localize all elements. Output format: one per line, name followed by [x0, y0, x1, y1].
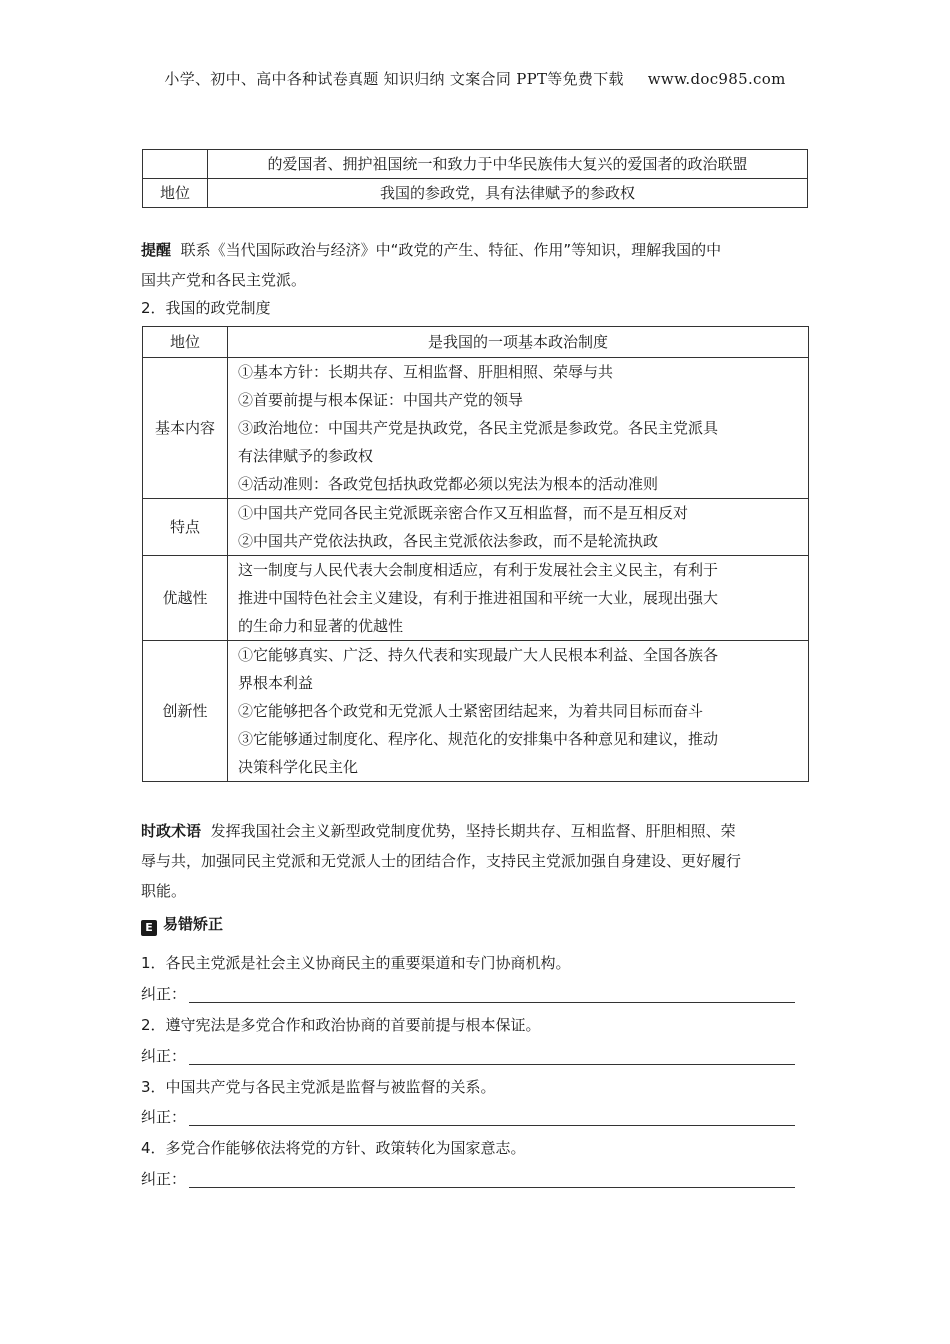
innovation-content — [228, 641, 809, 782]
correction-answer-line[interactable] — [141, 1168, 795, 1190]
error-correction-icon: E — [141, 920, 157, 936]
basic-label: 基本内容 — [143, 358, 228, 499]
innovation-line: ③它能够通过制度化、程序化、规范化的安排集中各种意见和建议，推动 — [238, 730, 719, 748]
features-content — [228, 499, 809, 556]
fix-label: 纠正： — [141, 985, 187, 1003]
features-line: ①中国共产党同各民主党派既亲密合作又互相监督，而不是互相反对 — [238, 504, 689, 522]
correction-item: 4．多党合作能够依法将党的方针、政策转化为国家意志。 — [141, 1139, 526, 1157]
top-table-content-1: 的爱国者、拥护祖国统一和致力于中华民族伟大复兴的爱国者的政治联盟 — [208, 150, 808, 179]
advantage-line: 这一制度与人民代表大会制度相适应，有利于发展社会主义民主，有利于 — [238, 561, 719, 579]
correction-answer-line[interactable] — [141, 983, 795, 1005]
top-table-label-1 — [143, 150, 208, 179]
top-table-label-2: 地位 — [143, 179, 208, 208]
top-table — [142, 149, 808, 208]
correction-title-text: 易错矫正 — [163, 915, 224, 933]
features-line: ②中国共产党依法执政，各民主党派依法参政，而不是轮流执政 — [238, 532, 659, 550]
fix-label: 纠正： — [141, 1170, 187, 1188]
basic-line: ③政治地位：中国共产党是执政党，各民主党派是参政党。各民主党派具 — [238, 419, 719, 437]
political-term-line-1: 发挥我国社会主义新型政党制度优势，坚持长期共存、互相监督、肝胆相照、荣 — [210, 822, 736, 840]
basic-line: ①基本方针：长期共存、互相监督、肝胆相照、荣辱与共 — [238, 363, 614, 381]
section-2-title: 2．我国的政党制度 — [141, 299, 271, 317]
political-term-line-3: 职能。 — [141, 882, 187, 900]
political-term-label: 时政术语 — [141, 822, 202, 840]
tip-paragraph — [141, 235, 811, 295]
basic-content — [228, 358, 809, 499]
header-url: www.doc985.com — [647, 70, 786, 88]
status-label: 地位 — [143, 327, 228, 358]
party-system-table — [142, 326, 809, 782]
answer-blank[interactable] — [189, 1064, 795, 1065]
fix-label: 纠正： — [141, 1108, 187, 1126]
basic-line: 有法律赋予的参政权 — [238, 447, 374, 465]
innovation-line: ①它能够真实、广泛、持久代表和实现最广大人民根本利益、全国各族各 — [238, 646, 719, 664]
basic-line: ②首要前提与根本保证：中国共产党的领导 — [238, 391, 524, 409]
basic-line: ④活动准则：各政党包括执政党都必须以宪法为根本的活动准则 — [238, 475, 659, 493]
advantage-label: 优越性 — [143, 556, 228, 641]
features-label: 特点 — [143, 499, 228, 556]
header-site-text: 小学、初中、高中各种试卷真题 知识归纳 文案合同 PPT等免费下载 — [164, 70, 624, 88]
advantage-content — [228, 556, 809, 641]
political-term-line-2: 辱与共，加强同民主党派和无党派人士的团结合作，支持民主党派加强自身建设、更好履行 — [141, 852, 742, 870]
political-term-paragraph — [141, 816, 811, 906]
top-table-content-2: 我国的参政党，具有法律赋予的参政权 — [208, 179, 808, 208]
correction-section-title — [141, 913, 223, 936]
innovation-label: 创新性 — [143, 641, 228, 782]
page-header — [0, 68, 950, 89]
innovation-line: 决策科学化民主化 — [238, 758, 359, 776]
correction-item: 2．遵守宪法是多党合作和政治协商的首要前提与根本保证。 — [141, 1016, 541, 1034]
status-content: 是我国的一项基本政治制度 — [228, 327, 809, 358]
innovation-line: 界根本利益 — [238, 674, 314, 692]
answer-blank[interactable] — [189, 1125, 795, 1126]
correction-answer-line[interactable] — [141, 1106, 795, 1128]
advantage-line: 的生命力和显著的优越性 — [238, 617, 404, 635]
tip-label: 提醒 — [141, 241, 172, 259]
innovation-line: ②它能够把各个政党和无党派人士紧密团结起来，为着共同目标而奋斗 — [238, 702, 704, 720]
answer-blank[interactable] — [189, 1002, 795, 1003]
advantage-line: 推进中国特色社会主义建设，有利于推进祖国和平统一大业，展现出强大 — [238, 589, 719, 607]
correction-answer-line[interactable] — [141, 1045, 795, 1067]
answer-blank[interactable] — [189, 1187, 795, 1188]
correction-item: 3．中国共产党与各民主党派是监督与被监督的关系。 — [141, 1078, 496, 1096]
tip-text-line-2: 国共产党和各民主党派。 — [141, 271, 307, 289]
tip-text-line-1: 联系《当代国际政治与经济》中“政党的产生、特征、作用”等知识，理解我国的中 — [180, 241, 722, 259]
correction-item: 1．各民主党派是社会主义协商民主的重要渠道和专门协商机构。 — [141, 954, 571, 972]
fix-label: 纠正： — [141, 1047, 187, 1065]
